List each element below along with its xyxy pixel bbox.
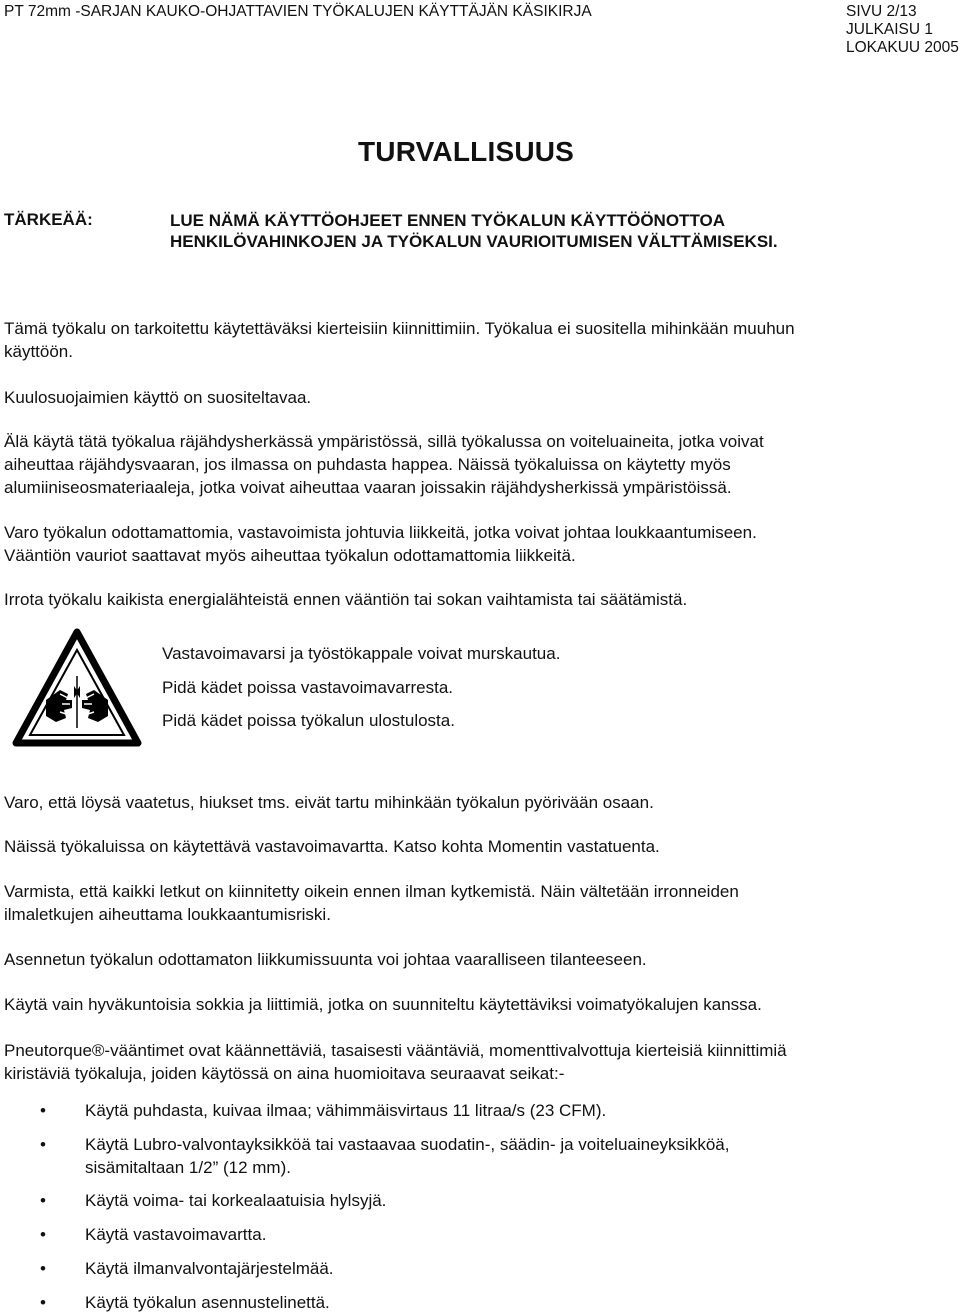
warning-line: Pidä kädet poissa vastavoimavarresta. bbox=[162, 678, 454, 697]
warning-line: Vastavoimavarsi ja työstökappale voivat murskautua. bbox=[162, 644, 561, 663]
paragraph-reaction-movement: Varo työkalun odottamattomia, vastavoimista johtuvia liikkeitä, jotka voivat johtaa loukkaantumiseen. Vääntiön vauriot saattavat myös aiheuttaa työkalun odottamattomia liikkeitä. bbox=[4, 523, 757, 565]
paragraph-sockets: Käytä vain hyväkuntoisia sokkia ja liittimiä, jotka on suunniteltu käytettäviksi voimatyökalujen kanssa. bbox=[4, 995, 762, 1014]
bullet-icon: • bbox=[40, 1225, 46, 1244]
important-label: TÄRKEÄÄ: bbox=[4, 210, 93, 229]
paragraph-hoses: Varmista, että kaikki letkut on kiinnitetty oikein ennen ilman kytkemistä. Näin vältetään irronneiden ilmaletkujen aiheuttama loukkaantumisriski. bbox=[4, 882, 739, 924]
document-header-title: PT 72mm -SARJAN KAUKO-OHJATTAVIEN TYÖKALUJEN KÄYTTÄJÄN KÄSIKIRJA bbox=[4, 3, 592, 20]
bullet-icon: • bbox=[40, 1101, 46, 1120]
bullet-icon: • bbox=[40, 1293, 46, 1312]
page-number: SIVU 2/13 bbox=[846, 3, 917, 20]
paragraph-loose-clothing: Varo, että löysä vaatetus, hiukset tms. eivät tartu mihinkään työkalun pyörivään osaan. bbox=[4, 793, 654, 812]
paragraph-movement-direction: Asennetun työkalun odottamaton liikkumissuunta voi johtaa vaaralliseen tilanteeseen. bbox=[4, 950, 647, 969]
paragraph-intended-use: Tämä työkalu on tarkoitettu käytettäväksi kierteisiin kiinnittimiin. Työkalua ei suositella mihinkään muuhun käyttöön. bbox=[4, 319, 795, 361]
important-line: HENKILÖVAHINKOJEN JA TYÖKALUN VAURIOITUMISEN VÄLTTÄMISEKSI. bbox=[170, 232, 778, 251]
paragraph-hearing-protection: Kuulosuojaimien käyttö on suositeltavaa. bbox=[4, 388, 312, 407]
paragraph-disconnect-energy: Irrota työkalu kaikista energialähteistä ennen vääntiön tai sokan vaihtamista tai säätämistä. bbox=[4, 590, 688, 609]
paragraph-reaction-arm: Näissä työkaluissa on käytettävä vastavoimavartta. Katso kohta Momentin vastatuenta. bbox=[4, 837, 660, 856]
document-header-meta bbox=[846, 3, 959, 57]
paragraph-pneutorque: Pneutorque®-vääntimet ovat käännettäviä, tasaisesti vääntäviä, momenttivalvottuja kierteisiä kiinnittimiä kiristäviä työkaluja, joiden käytössä on aina huomioitava seuraavat seikat:- bbox=[4, 1041, 787, 1083]
bullet-icon: • bbox=[40, 1259, 46, 1278]
page-title: TURVALLISUUS bbox=[358, 136, 575, 167]
bullet-icon: • bbox=[40, 1191, 46, 1210]
warning-line: Pidä kädet poissa työkalun ulostulosta. bbox=[162, 711, 455, 730]
hand-crush-warning-icon bbox=[12, 628, 142, 748]
paragraph-explosive-environment: Älä käytä tätä työkalua räjähdysherkässä ympäristössä, sillä työkalussa on voiteluaineita, jotka voivat aiheuttaa räjähdysvaaran, jos ilmassa on puhdasta happea. Näissä työkaluissa on käytetty myös alumiiniseosmateriaaleja, jotka voivat aiheuttaa vaaran joissakin räjähdysherkissä ympäristöissä. bbox=[4, 432, 764, 497]
bullet-icon: • bbox=[40, 1135, 46, 1154]
edition: JULKAISU 1 bbox=[846, 21, 934, 38]
publication-date: LOKAKUU 2005 bbox=[846, 39, 959, 56]
important-line: LUE NÄMÄ KÄYTTÖOHJEET ENNEN TYÖKALUN KÄYTTÖÖNOTTOA bbox=[170, 211, 726, 230]
important-notice bbox=[170, 210, 778, 252]
